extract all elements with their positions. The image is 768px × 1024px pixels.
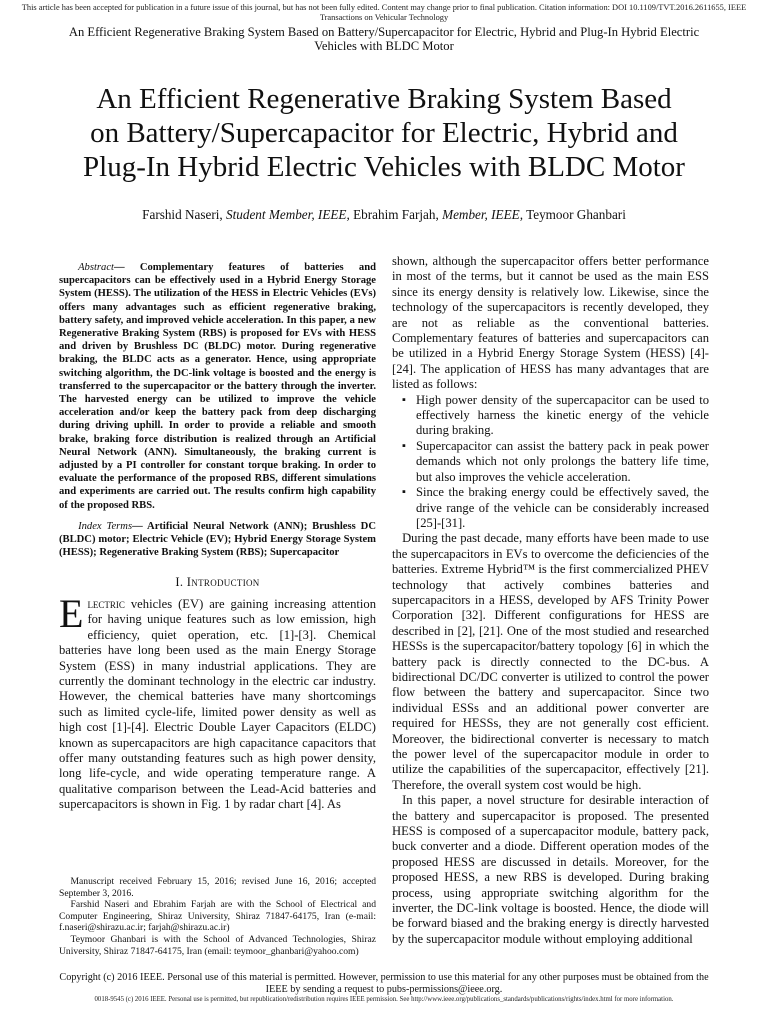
copyright-line2: IEEE by sending a request to pubs-permissions@ieee.org. (265, 984, 503, 995)
issn-notice: 0018-9545 (c) 2016 IEEE. Personal use is permitted, but republication/redistribution requires IEEE permission. See http://www.ieee.org/publications_standards/publications/rights/index.html for more information. (94, 996, 674, 1003)
author-list (0, 207, 768, 223)
copyright-line1: Copyright (c) 2016 IEEE. Personal use of this material is permitted. However, permission to use this material for any other purposes must be obtained from the (59, 972, 709, 983)
paper-title-line2: on Battery/Supercapacitor for Electric, Hybrid and (90, 117, 678, 149)
hess-advantages-list (392, 393, 709, 532)
footnote-affiliation-2: Teymoor Ghanbari is with the School of Advanced Technologies, Shiraz University, Shiraz 71847-64175, Iran (email: teymoor_ghanbari@yahoo.com) (59, 933, 376, 957)
author-2-role: Member, IEEE, (442, 207, 524, 222)
right-paragraph-1: shown, although the supercapacitor offers better performance in most of the terms, but it cannot be used as the main ESS since its energy density is relatively low. Likewise, since the technology of the supercapacitors is recently developed, they are not as reliable as the conventional batteries. Complementary features of batteries and supercapacitors can be utilized in a Hybrid Energy Storage System (HESS) [4]-[24]. The application of HESS has many advantages that are listed as follows: (392, 254, 709, 392)
index-terms-text: — Artificial Neural Network (ANN); Brushless DC (BLDC) motor; Electric Vehicle (EV); Hybrid Energy Storage System (HESS); Regenerative Braking System (RBS); Supercapacitor (59, 520, 376, 559)
paper-title-line3: Plug-In Hybrid Electric Vehicles with BLDC Motor (83, 151, 685, 183)
author-1: Farshid Naseri, (142, 207, 223, 222)
intro-text: vehicles (EV) are gaining increasing attention for having unique features such as low emission, high efficiency, quiet operation, etc. [1]-[3]. Chemical batteries have long been used as the main Energy Storage System (ESS) in many industrial applications. They are currently the dominant technology in the electric car industry. However, the chemical batteries have many shortcomings such as limited cycle-life, limited power density as well as high cost [1]-[4]. Electric Double Layer Capacitors (ELDC) known as supercapacitors are high capacitance capacitors that offer many outstanding features such as high power density, long life-cycle, and wide operating temperature range. A qualitative comparison between the Lead-Acid batteries and supercapacitors is shown in Fig. 1 by radar chart [4]. As (59, 596, 376, 812)
journal-notice-line2: Transactions on Vehicular Technology (319, 13, 449, 22)
running-title (40, 25, 728, 53)
section-heading-introduction (59, 575, 376, 590)
running-title-line1: An Efficient Regenerative Braking System Based on Battery/Supercapacitor for Electric, Hybrid and Plug-In Hybrid Electric (68, 25, 700, 39)
footnote-received: Manuscript received February 15, 2016; revised June 16, 2016; accepted September 3, 2016. (59, 876, 376, 899)
paper-title-line1: An Efficient Regenerative Braking System Based (96, 83, 672, 115)
author-1-role: Student Member, IEEE, (226, 207, 350, 222)
footnote-affiliation-1: Farshid Naseri and Ebrahim Farjah are with the School of Electrical and Computer Engineering, Shiraz University, Shiraz 71847-64175, Iran (e-mail: f.naseri@shirazu.ac.ir; farjah@shirazu.ac.ir) (59, 899, 376, 934)
author-3: Teymoor Ghanbari (526, 207, 626, 222)
index-terms (59, 520, 376, 560)
introduction-paragraph (59, 590, 376, 813)
journal-notice-line1: This article has been accepted for publication in a future issue of this journal, but has not been fully edited. Content may change prior to final publication. Citation information: DOI 10.1109/TVT.2016.2611655, IEEE (21, 3, 747, 12)
list-item: ▪ High power density of the supercapacitor can be used to effectively harness the kinetic energy of the vehicle during braking. (416, 393, 709, 439)
list-item: ▪ Since the braking energy could be effectively saved, the drive range of the vehicle can be considerably increased [25]-[31]. (416, 485, 709, 531)
footnotes (59, 876, 376, 957)
abstract (59, 261, 376, 512)
left-column (59, 261, 376, 813)
right-column (392, 254, 709, 947)
copyright-notice (40, 972, 728, 996)
running-title-line2: Vehicles with BLDC Motor (314, 39, 454, 53)
right-paragraph-2: During the past decade, many efforts have been made to use the supercapacitors in EVs to overcome the deficiencies of the batteries. Extreme Hybrid™ is the first commercialized PHEV technology that actively combines batteries and supercapacitors in a HESS, developed by AFS Trinity Power Corporation [32]. Different configurations for HESS are described in [2], [21]. One of the most studied and researched HESSs is the supercapacitor/battery topology [6] in which the battery pack is directly connected to the DC-bus. A bidirectional DC/DC converter is utilized to control the power flow between the battery and supercapacitor. Since two individual ESSs and an additional power converter are required for HESSs, they are not generally cost efficient. Moreover, the bidirectional converter is necessary to match the power level of the supercapacitor module in order to utilize the capabilities of the supercapacitor, effectively [21]. Therefore, the overall system cost would be high. (392, 531, 709, 792)
section-number: I. (175, 575, 184, 590)
right-paragraph-3: In this paper, a novel structure for desirable interaction of the battery and supercapacitor is proposed. The presented HESS is composed of a supercapacitor module, battery pack, buck converter and a diode. Different operation modes of the proposed HESS are discussed in details. Moreover, for the proposed HESS, a new RBS is developed. During braking process, using appropriate switching algorithm for the inverter, the DC-link voltage is boosted. Hence, the diode will be forward biased and the braking energy is directly harvested by the supercapacitor module without employing additional (392, 793, 709, 946)
abstract-label: Abstract (78, 262, 114, 273)
list-item: ▪ Supercapacitor can assist the battery pack in peak power demands which not only prolongs the battery life time, but also improves the vehicle acceleration. (416, 439, 709, 485)
abstract-text: — Complementary features of batteries and supercapacitors can be effectively used in a Hybrid Energy Storage System (HESS). The utilization of the HESS in Electric Vehicles (EVs) offers many advantages such as efficient regenerative braking, battery safety, and improved vehicle acceleration. In this paper, a new Regenerative Braking System (RBS) is proposed for EVs with HESS and driven by Brushless DC (BLDC) motor. During regenerative braking, the BLDC acts as a generator. Hence, using appropriate switching algorithm, the DC-link voltage is boosted and the energy is transferred to the supercapacitor or the battery through the inverter. The harvested energy can be utilized to improve the vehicle acceleration and/or keep the battery pack from deep discharging during driving uphill. In order to provide a reliable and smooth brake, braking force distribution is realized through an Artificial Neural Network (ANN). Simultaneously, the braking current is adjusted by a PI controller for constant torque braking. In order to evaluate the performance of the proposed RBS, different simulations and experiments are carried out. The results confirm high capability of the proposed RBS. (59, 262, 376, 511)
paper-title (30, 82, 738, 184)
author-2: Ebrahim Farjah, (353, 207, 439, 222)
intro-first-word: lectric (87, 596, 125, 611)
drop-cap: E (59, 590, 84, 636)
section-title: Introduction (186, 575, 260, 590)
index-terms-label: Index Terms (78, 520, 133, 532)
